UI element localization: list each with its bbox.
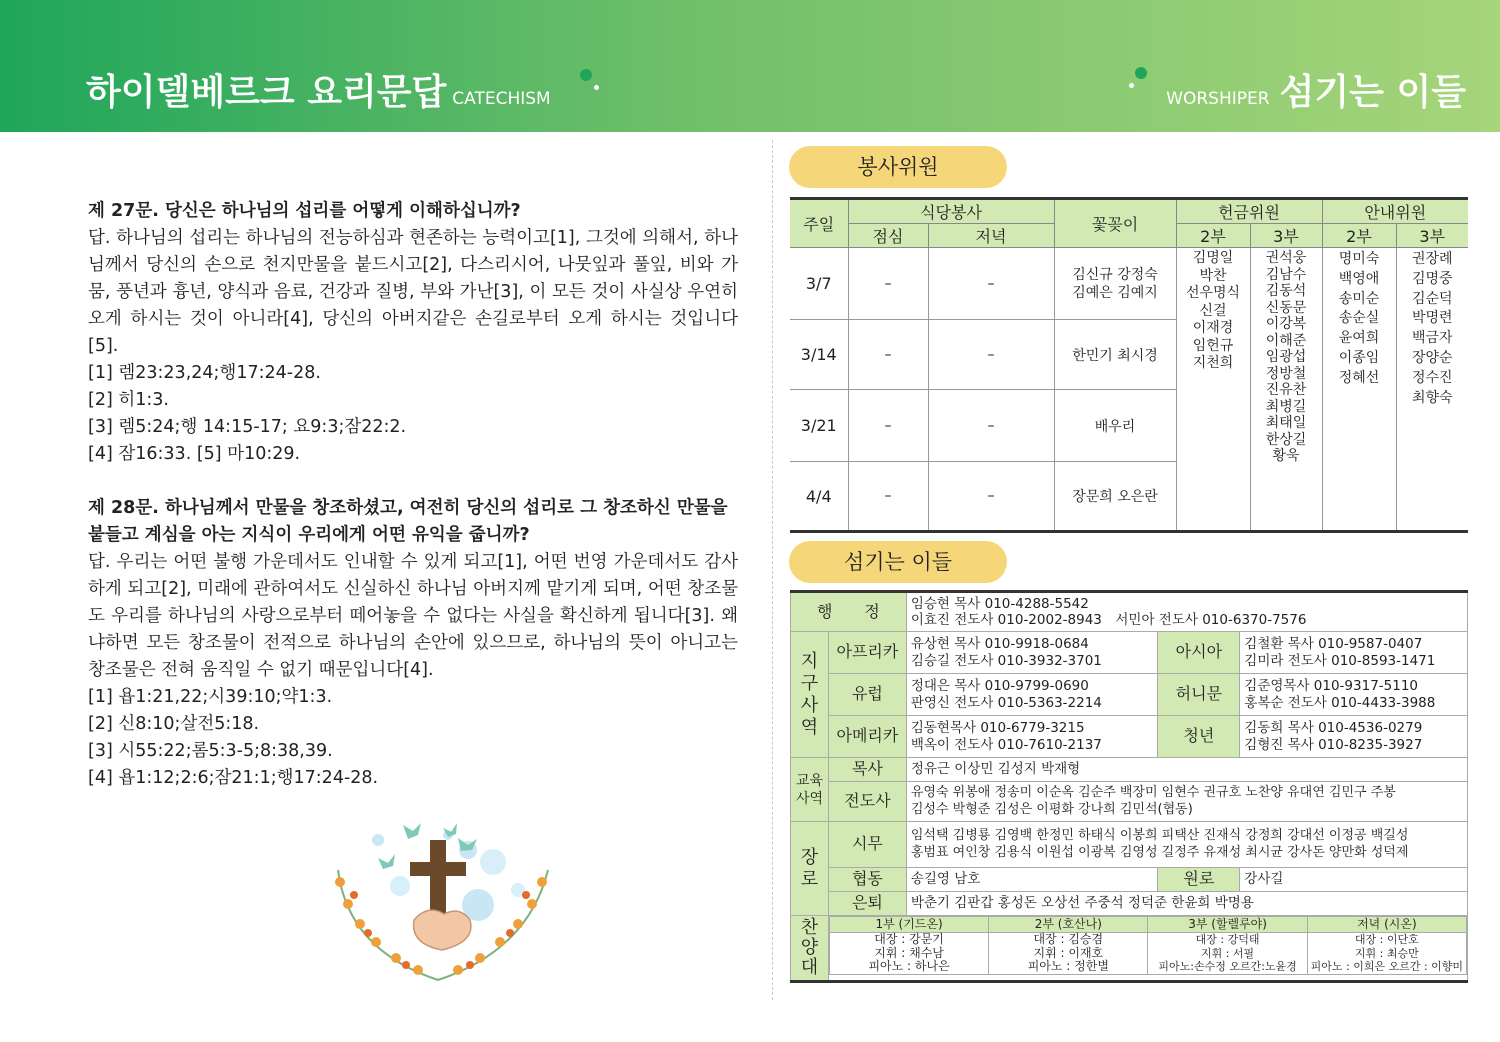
date-cell: 3/21 [790,390,848,462]
region-name: 아프리카 [828,632,906,674]
column-divider [772,140,773,1000]
choir-members: 대장 : 김승겸 지휘 : 이재호 피아노 : 정한별 [989,933,1148,975]
evangelist-label: 전도사 [828,782,906,822]
region-name: 아시아 [1158,632,1240,674]
col-offering: 헌금위원 [1176,199,1322,224]
reference: [3] 시55:22;롬5:3-5;8:38,39. [88,741,333,761]
col-guide-2: 2부 [1322,224,1396,248]
service-table [790,197,1468,533]
emeritus-elders: 강사길 [1240,868,1468,892]
question-27: 제 27문. 당신은 하나님의 섭리를 어떻게 이해하십니까? [88,201,521,221]
assoc-elders: 송길영 남호 [906,868,1158,892]
reference: [2] 히1:3. [88,390,169,410]
offering-3-names: 권석웅 김남수 김동석 신동문 이강복 이해준 임광섭 정방철 진유찬 최병길 최태일 한상길 황욱 [1250,248,1322,532]
col-meal: 식당봉사 [848,199,1054,224]
reference: [1] 욥1:21,22;시39:10;약1:3. [88,687,333,707]
praying-hands-icon [414,910,471,950]
lunch-cell: – [848,462,928,532]
worshiper-title: 섬기는 이들 [1279,72,1466,113]
choir-cell [828,916,1467,982]
pastors: 정유근 이상민 김성지 박재형 [906,758,1467,782]
answer-27: 답. 하나님의 섭리는 하나님의 전능하심과 현존하는 능력이고[1], 그것에 의해서, 하나님께서 당신의 손으로 천지만물을 붙드시고[2], 다스리시어, 나뭇잎과 풀잎, 비와 가뭄, 풍년과 흉년, 양식과 음료, 건강과 질병, 부와 가난[3], 이 모든 것이 사실상 우연히 오게 하시는 것이 아니라[4], 당신의 아버지같은 손길로부터 오게 하시는 것입니다[5]. [88,228,738,356]
choir-name: 저녁 (시온) [1307,917,1466,933]
workers-section-title: 섬기는 이들 [789,541,1007,583]
answer-28: 답. 우리는 어떤 불행 가운데서도 인내할 수 있게 되고[1], 어떤 번영 가운데서도 감사하게 되고[2], 미래에 관하여서도 신실하신 하나님 아버지께 맡기게 되며, 어떤 창조물도 우리를 하나님의 사랑으로부터 떼어놓을 수 없다는 사실을 확신하게 됩니다[3]. 왜냐하면 모든 창조물이 전적으로 하나님의 손안에 있으므로, 하나님의 뜻이 아니고는 창조물은 전혀 움직일 수 없기 때문입니다[4]. [88,552,738,680]
region-info: 정대은 목사 010-9799-0690 판영신 전도사 010-5363-2214 [906,674,1158,716]
date-cell: 3/14 [790,320,848,390]
region-name: 청년 [1158,716,1240,758]
region-info: 김동희 목사 010-4536-0279 김형진 목사 010-8235-3927 [1240,716,1468,758]
region-info: 김철환 목사 010-9587-0407 김미라 전도사 010-8593-1471 [1240,632,1468,674]
evangelists: 유영숙 위봉애 정송미 이순옥 김순주 백장미 임현수 권규호 노찬양 유대연 김민구 주봉 김성수 박형준 김성은 이평화 강나희 김민석(협동) [906,782,1467,822]
assoc-elder-label: 협동 [828,868,906,892]
lunch-cell: – [848,390,928,462]
edu-label: 교육 사역 [791,758,829,822]
choir-members: 대장 : 강덕태 지휘 : 서필 피아노:손수정 오르간:노윤경 [1148,933,1307,975]
col-dinner: 저녁 [928,224,1054,248]
col-guide-3: 3부 [1396,224,1468,248]
date-cell: 4/4 [790,462,848,532]
flower-cell: 배우리 [1054,390,1176,462]
reference: [2] 신8:10;살전5:18. [88,714,260,734]
offering-2-names: 김명일 박찬 선우명식 신걸 이재경 임헌규 지천희 [1176,248,1250,532]
catechism-body [88,198,738,792]
dinner-cell: – [928,390,1054,462]
lunch-cell: – [848,320,928,390]
col-flower: 꽃꽂이 [1054,199,1176,248]
decor-dot-icon [594,85,599,90]
decor-dot-icon [1129,83,1134,88]
dinner-cell: – [928,248,1054,320]
decor-dot-icon [1135,67,1147,79]
active-elder-label: 시무 [828,822,906,868]
reference: [4] 잠16:33. [5] 마10:29. [88,444,301,464]
cross-illustration [318,800,558,995]
col-offering-2: 2부 [1176,224,1250,248]
retired-elders: 박춘기 김판갑 홍성돈 오상선 주중석 정덕준 한윤희 박명용 [906,892,1467,916]
dinner-cell: – [928,462,1054,532]
choir-members: 대장 : 이단호 지휘 : 최승만 피아노 : 이희은 오르간 : 이향미 [1307,933,1466,975]
service-section-title: 봉사위원 [789,146,1007,188]
retired-elder-label: 은퇴 [828,892,906,916]
reference: [1] 렘23:23,24;행17:24-28. [88,363,321,383]
dinner-cell: – [928,320,1054,390]
question-28: 제 28문. 하나님께서 만물을 창조하셨고, 여전히 당신의 섭리로 그 창조하신 만물을 붙들고 계심을 아는 지식이 우리에게 어떤 유익을 줍니까? [88,498,728,545]
col-offering-3: 3부 [1250,224,1322,248]
region-info: 유상현 목사 010-9918-0684 김승길 전도사 010-3932-3701 [906,632,1158,674]
date-cell: 3/7 [790,248,848,320]
choir-members: 대장 : 강문기 지휘 : 채수남 피아노 : 하나은 [829,933,988,975]
region-info: 김준영목사 010-9317-5110 홍복순 전도사 010-4433-3988 [1240,674,1468,716]
worshiper-subtitle: WORSHIPER [1166,89,1270,109]
header-left [86,64,551,115]
catechism-title: 하이델베르크 요리문답 [86,72,447,113]
col-guide: 안내위원 [1322,199,1468,224]
catechism-subtitle: CATECHISM [452,89,551,109]
lunch-cell: – [848,248,928,320]
reference: [3] 렘5:24;행 14:15-17; 요9:3;잠22:2. [88,417,407,437]
flower-cell: 장문희 오은란 [1054,462,1176,532]
header-right [1166,64,1466,115]
guide-3-names: 권장례 김명중 김순덕 박명련 백금자 장양순 정수진 최향숙 [1396,248,1468,532]
region-name: 유럽 [828,674,906,716]
region-label: 지 구 사 역 [791,632,829,758]
col-sunday: 주일 [790,199,848,248]
flower-cell: 한민기 최시경 [1054,320,1176,390]
choir-label: 찬 양 대 [791,916,829,982]
active-elders: 임석택 김병룡 김영백 한정민 하태식 이봉희 피택산 진재식 강정희 강대선 이정공 백길성 홍범표 여인창 김용식 이원섭 이광복 김영성 길정주 유재성 최시균 강사돈 양만화 성덕제 [906,822,1467,868]
col-lunch: 점심 [848,224,928,248]
region-name: 허니문 [1158,674,1240,716]
emeritus-label: 원로 [1158,868,1240,892]
pastor-label: 목사 [828,758,906,782]
region-info: 김동현목사 010-6779-3215 백옥이 전도사 010-7610-2137 [906,716,1158,758]
workers-table [790,590,1468,983]
choir-name: 2부 (호산나) [989,917,1148,933]
admin-info: 임승현 목사 010-4288-5542 이효진 전도사 010-2002-8943 서민아 전도사 010-6370-7576 [906,592,1467,632]
choir-name: 1부 (기드온) [829,917,988,933]
decor-dot-icon [580,69,592,81]
region-name: 아메리카 [828,716,906,758]
flower-cell: 김신규 강정숙 김예은 김예지 [1054,248,1176,320]
guide-2-names: 명미숙 백영애 송미순 송순실 윤여희 이종임 정혜선 [1322,248,1396,532]
reference: [4] 욥1:12;2:6;잠21:1;행17:24-28. [88,768,379,788]
choir-name: 3부 (할렐루야) [1148,917,1307,933]
admin-label: 행 정 [791,592,907,632]
elder-label: 장 로 [791,822,829,916]
